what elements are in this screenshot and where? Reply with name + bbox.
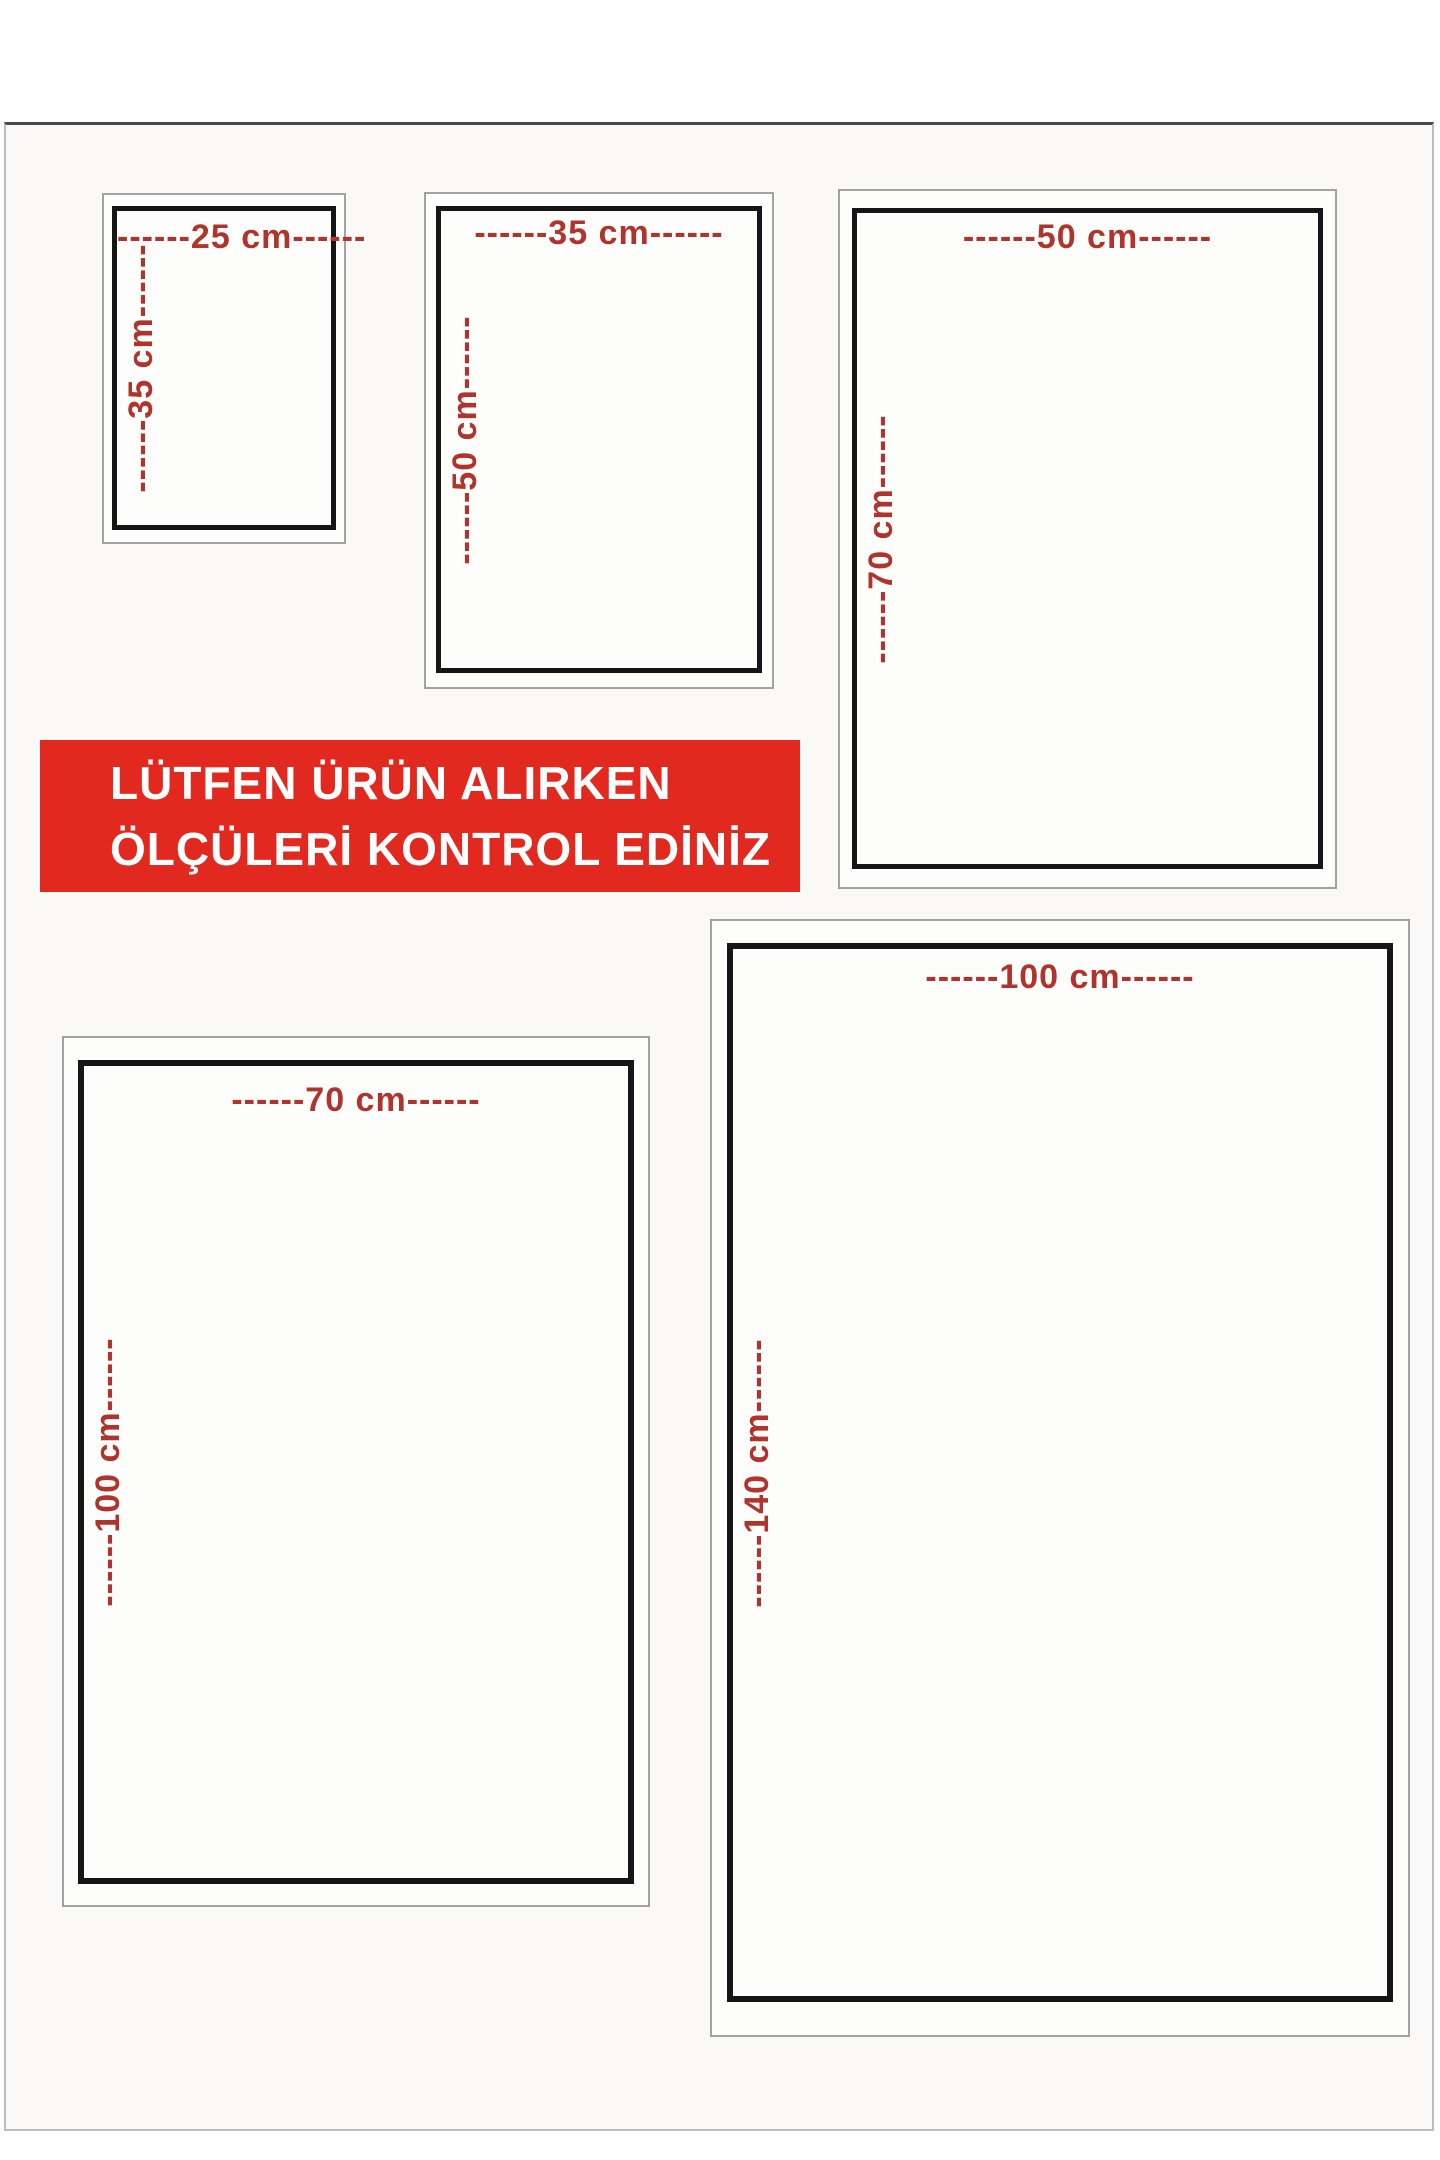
height-label-70cm: ------70 cm------: [862, 413, 900, 664]
size-box-70x100-inner-border: [78, 1060, 634, 1884]
width-label-70cm: ------70 cm------: [231, 1081, 481, 1119]
size-box-50x70: [838, 189, 1337, 889]
width-label-50cm: ------50 cm------: [962, 218, 1213, 256]
height-label-50cm: ------50 cm------: [446, 314, 484, 565]
size-box-70x100: [62, 1036, 650, 1907]
size-box-35x50-inner-border: [436, 206, 762, 673]
size-box-25x35: [102, 193, 367, 544]
size-box-25x35-inner-border: [112, 206, 367, 530]
width-label-35cm: ------35 cm------: [474, 214, 724, 252]
height-label-140cm: ------140 cm------: [738, 1337, 776, 1608]
height-label-100cm: ------100 cm------: [89, 1337, 127, 1607]
width-label-100cm: ------100 cm------: [925, 958, 1195, 996]
width-label-25cm: ------25 cm------: [117, 218, 367, 256]
size-box-35x50: [424, 192, 774, 689]
notice-banner-line2: ÖLÇÜLERİ KONTROL EDİNİZ: [110, 823, 772, 875]
size-box-100x140: [710, 919, 1410, 2037]
size-box-100x140-inner-border: [727, 943, 1393, 2002]
notice-banner: [40, 740, 800, 892]
size-box-50x70-inner-border: [852, 208, 1323, 869]
notice-banner-line1: LÜTFEN ÜRÜN ALIRKEN: [110, 757, 672, 809]
height-label-35cm: ------35 cm------: [122, 243, 160, 493]
